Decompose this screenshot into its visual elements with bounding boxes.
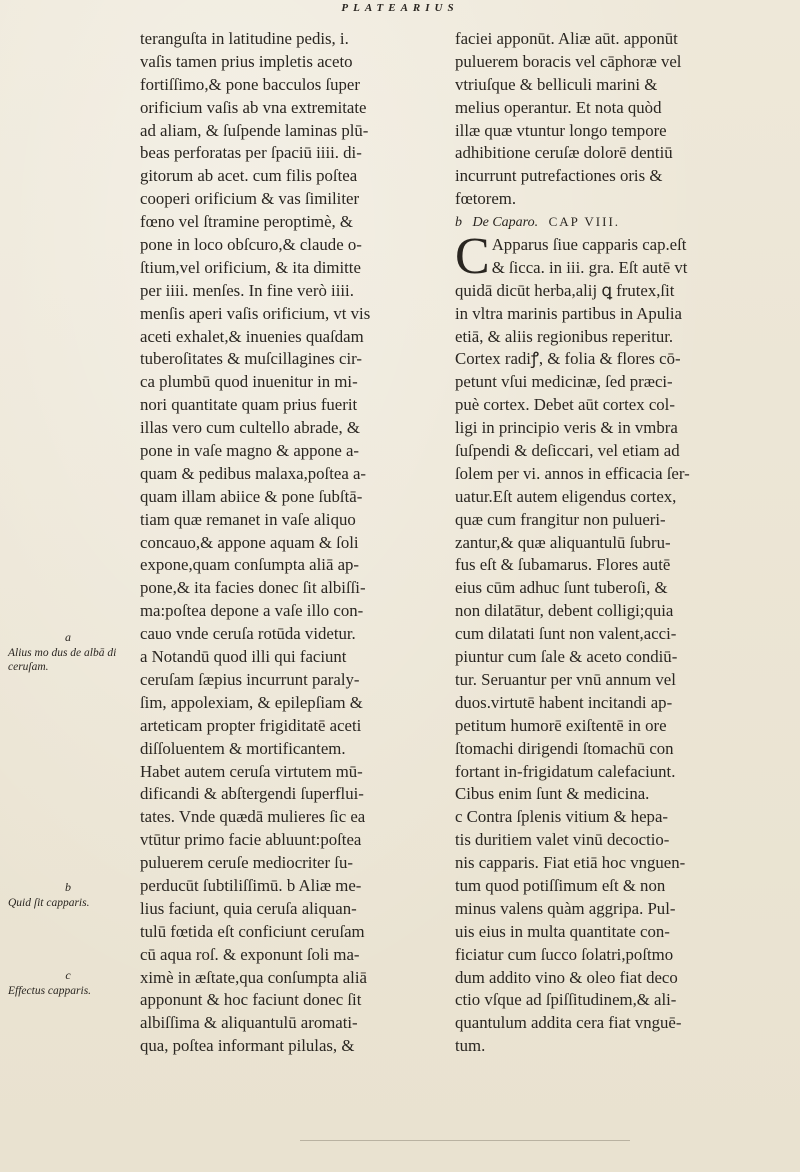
margin-note-b [8,880,128,910]
text-line: cum dilatati ſunt non valent,acci- [455,624,677,644]
text-line: faciei apponūt. Aliæ aūt. apponūt [455,29,678,48]
text-line: dum addito vino & oleo fiat deco [455,967,678,987]
text-line: tulū fœtida eſt conficiunt ceruſam [140,921,365,941]
text-line: teranguſta in latitudine pedis, i. [140,29,349,48]
chapter-title: De Caparo. [472,215,539,231]
text-line: pone in loco obſcuro,& claude o- [140,235,362,255]
text-line: in vltra marinis partibus in Apulia [455,303,682,323]
bottom-rule [300,1140,630,1141]
text-line: tiam quæ remanet in vaſe aliquo [140,509,356,529]
text-line: piuntur cum ſale & aceto condiū- [455,647,678,667]
margin-note-text: Alius mo dus de albā di ceruſam. [8,647,117,673]
text-line: perducūt ſubtiliſſimū. b Aliæ me- [140,875,362,895]
text-line: melius operantur. Et nota quòd [455,97,662,117]
text-line: Cibus enim ſunt & medicina. [455,784,650,804]
left-column [140,28,450,1058]
text-line: apponunt & hoc faciunt donec ſit [140,990,362,1010]
text-line: tum quod potiſſimum eſt & non [455,875,666,895]
text-line: uatur.Eſt autem eligendus cortex, [455,486,677,506]
text-line: tur. Seruantur per vnū annum vel [455,669,676,689]
text-line: petitum humorē exiſtentē in ore [455,715,667,735]
text-line: ſtium,vel orificium, & ita dimitte [140,257,361,277]
text-line: pone,& ita facies donec ſit albiſſi- [140,578,366,598]
text-line: beas perforatas per ſpaciū iiii. di- [140,143,362,163]
text-line: ximè in æſtate,qua conſumpta aliā [140,967,367,987]
text-line: eius cūm adhuc ſunt tuberoſi, & [455,578,668,598]
text-line: qua, poſtea informant pilulas, & [140,1036,355,1056]
text-line: quantulum addita cera fiat vnguē- [455,1013,682,1033]
text-line: aceti exhalet,& inuenies quaſdam [140,326,364,346]
text-line: arteticam propter frigiditatē aceti [140,715,362,735]
text-line: zantur,& quæ aliquantulū ſubru- [455,532,671,552]
text-line: fœtorem. [455,189,517,209]
text-line: pone in vaſe magno & appone a- [140,441,360,461]
text-line: ligi in principio veris & in vmbra [455,418,678,438]
text-line: gitorum ab acet. cum filis poſtea [140,166,358,186]
text-line: expone,quam conſumpta aliā ap- [140,555,360,575]
text-line: fœno vel ſtramine peroptimè, & [140,212,353,232]
text-line: tum. [455,1036,486,1056]
drop-cap: C [455,228,490,286]
text-line: cauo vnde ceruſa rotūda videtur. [140,624,356,644]
margin-note-c [8,968,128,998]
margin-note-text: Quid ſit capparis. [8,897,90,909]
text-line: puluerem boracis vel cāphoræ vel [455,51,682,71]
text-line: fortiſſimo,& pone bacculos ſuper [140,74,360,94]
text-line: ctio vſque ad ſpiſſitudinem,& ali- [455,990,677,1010]
text-line: etiā, & aliis regionibus reperitur. [455,326,674,346]
text-line: dificandi & abſtergendi ſuperflui- [140,784,364,804]
text-line: ma:poſtea depone a vaſe illo con- [140,601,364,621]
text-line: tis duritiem valet vinū decoctio- [455,830,670,850]
text-line: ſim, appolexiam, & epilepſiam & [140,692,363,712]
text-line: quæ cum frangitur non pulueri- [455,509,666,529]
text-line: nis capparis. Fiat etiā hoc vnguen- [455,853,686,873]
text-line: menſis aperi vaſis orificium, vt vis [140,303,371,323]
margin-note-a [8,630,128,674]
text-line: a Notandū quod illi qui faciunt [140,647,347,667]
text-line: puluerem ceruſe mediocriter ſu- [140,853,353,873]
text-line: illas vero cum cultello abrade, & [140,418,360,438]
text-line: uis eius in multa quantitate con- [455,921,670,941]
text-line: albiſſima & aliquantulū aromati- [140,1013,358,1033]
text-line: ſuſpendi & deſiccari, vel etiam ad [455,441,680,461]
margin-note-letter: c [65,968,71,982]
text-line: cū aqua roſ. & exponunt ſoli ma- [140,944,360,964]
text-line: vaſis tamen prius impletis aceto [140,51,353,71]
text-line: quidā dicūt herba,alij ꝗ frutex,ſit [455,280,675,300]
text-line: ſtomachi dirigendi ſtomachū con [455,738,674,758]
text-line: diſſoluentem & mortificantem. [140,738,346,758]
text-line: adhibitione ceruſæ dolorē dentiū [455,143,673,163]
text-line: vtriuſque & belliculi marini & [455,74,658,94]
text-line: orificium vaſis ab vna extremitate [140,97,367,117]
text-line: tates. Vnde quædā mulieres ſic ea [140,807,366,827]
text-line: illæ quæ vtuntur longo tempore [455,120,667,140]
chapter-heading [455,211,780,234]
text-line: petunt vſui medicinæ, ſed præci- [455,372,673,392]
text-line: Habet autem ceruſa virtutem mū- [140,761,363,781]
text-line: ad aliam, & ſuſpende laminas plū- [140,120,369,140]
text-line: Cortex radiꝭ, & folia & flores cō- [455,349,681,369]
text-line: minus valens quàm aggripa. Pul- [455,898,676,918]
text-line: quam & pedibus malaxa,poſtea a- [140,463,367,483]
text-line: per iiii. menſes. In fine verò iiii. [140,280,354,300]
text-line: ca plumbū quod inuenitur in mi- [140,372,358,392]
text-line: incurrunt putrefactiones oris & [455,166,663,186]
margin-note-letter: b [65,880,71,894]
right-column [455,28,780,1058]
text-line: ceruſam ſæpius incurrunt paraly- [140,669,360,689]
running-head: PLATEARIUS [341,2,459,14]
text-line: duos.virtutē habent incitandi ap- [455,692,673,712]
text-line: fortant in-frigidatum calefaciunt. [455,761,676,781]
margin-note-text: Effectus capparis. [8,985,92,997]
text-line: non dilatātur, debent colligi;quia [455,601,674,621]
text-line: & ſicca. in iii. gra. Eſt autē vt [491,257,688,277]
text-line: quam illam abiice & pone ſubſtā- [140,486,363,506]
text-line: cooperi orificium & vas ſimiliter [140,189,360,209]
chapter-marker: b [455,215,462,231]
text-line: ficiatur cum ſucco ſolatri,poſtmo [455,944,674,964]
margin-note-letter: a [65,630,71,644]
text-line: nori quantitate quam prius fuerit [140,395,358,415]
text-line: Apparus ſiue capparis cap.eſt [491,235,687,255]
text-line: fus eſt & ſubamarus. Flores autē [455,555,671,575]
text-line: puè cortex. Debet aūt cortex col- [455,395,675,415]
text-line: vtūtur primo facie abluunt:poſtea [140,830,362,850]
chapter-number: CAP VIII. [548,214,621,230]
text-line: lius faciunt, quia ceruſa aliquan- [140,898,357,918]
text-line: concauo,& appone aquam & ſoli [140,532,359,552]
text-line: tuberoſitates & muſcillagines cir- [140,349,362,369]
text-line: ſolem per vi. annos in efficacia ſer- [455,463,690,483]
text-line: c Contra ſplenis vitium & hepa- [455,807,668,827]
